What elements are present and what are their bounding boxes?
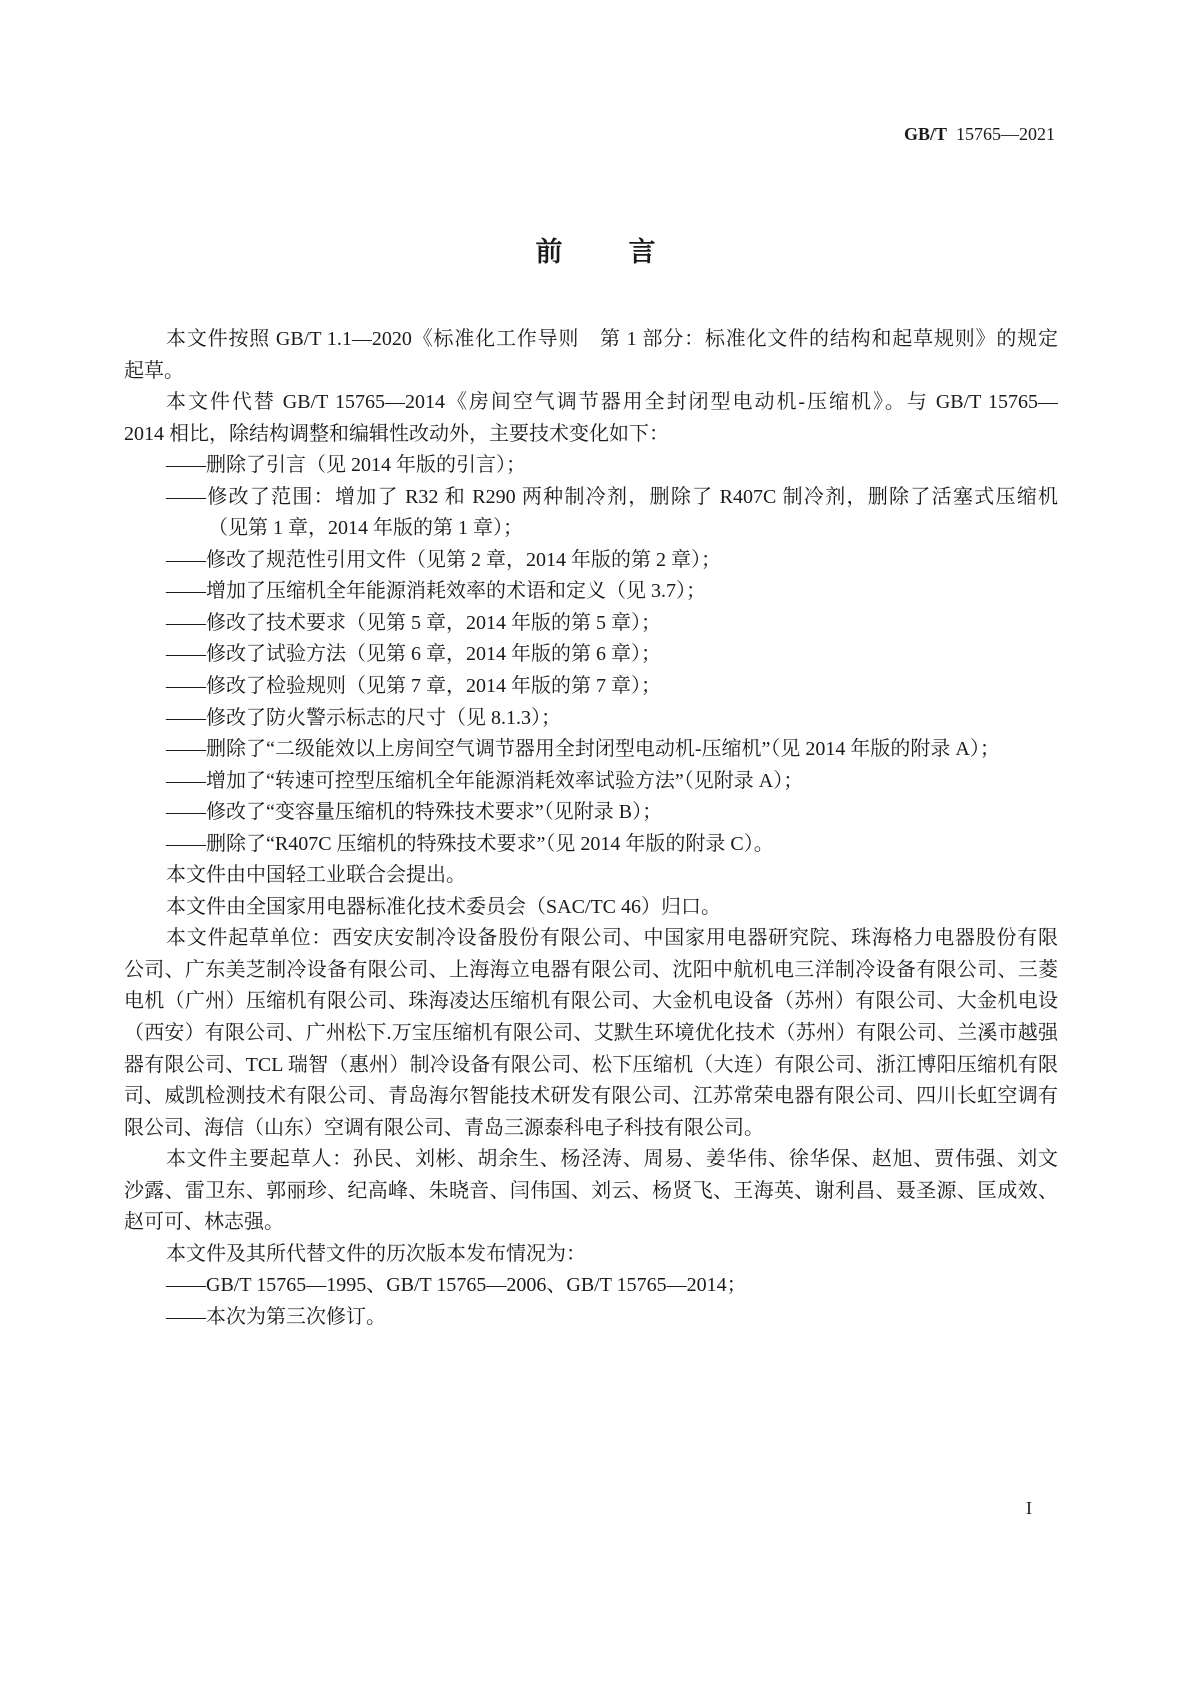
text-line: ——修改了技术要求（见第 5 章，2014 年版的第 5 章）； (166, 611, 661, 634)
text-line: 沙露、雷卫东、郭丽珍、纪高峰、朱晓音、闫伟国、刘云、杨贤飞、王海英、谢利昌、聂圣源、匡成效、 (124, 1179, 1058, 1202)
list-item (124, 671, 1058, 703)
text-line: ——删除了“二级能效以上房间空气调节器用全封闭型电动机-压缩机”（见 2014 年版的附录 A）； (166, 738, 1000, 761)
text-line: ——修改了试验方法（见第 6 章，2014 年版的第 6 章）； (166, 643, 661, 666)
page-number: I (1026, 1498, 1032, 1518)
list-item (124, 1302, 1058, 1334)
list-item (124, 450, 1058, 482)
text-line: 本文件代替 GB/T 15765—2014《房间空气调节器用全封闭型电动机-压缩机》。与 GB/T 15765— (166, 391, 1058, 414)
text-line: 2014 相比，除结构调整和编辑性改动外，主要技术变化如下： (124, 422, 669, 445)
text-line: ——本次为第三次修订。 (166, 1305, 386, 1328)
paragraph (124, 387, 1058, 450)
paragraph (124, 1144, 1058, 1239)
text-line: 本文件及其所代替文件的历次版本发布情况为： (166, 1242, 586, 1265)
text-line: ——删除了引言（见 2014 年版的引言）； (166, 454, 526, 477)
title-char-1: 前 (535, 237, 563, 268)
text-line: 公司、广东美芝制冷设备有限公司、上海海立电器有限公司、沈阳中航机电三洋制冷设备有限公司、三菱 (124, 958, 1058, 981)
text-line: ——删除了“R407C 压缩机的特殊技术要求”（见 2014 年版的附录 C）。 (166, 832, 774, 855)
text-line: 本文件按照 GB/T 1.1—2020《标准化工作导则 第 1 部分：标准化文件的结构和起草规则》的规定 (166, 328, 1058, 350)
document-code-header (904, 124, 1055, 145)
text-line: 器有限公司、TCL 瑞智（惠州）制冷设备有限公司、松下压缩机（大连）有限公司、浙江博阳压缩机有限 (124, 1053, 1058, 1076)
text-line: ——修改了规范性引用文件（见第 2 章，2014 年版的第 2 章）； (166, 548, 721, 571)
title-char-2: 言 (628, 237, 656, 268)
list-item (124, 703, 1058, 735)
list-item (124, 608, 1058, 640)
list-item (124, 734, 1058, 766)
page-title (0, 230, 1191, 269)
text-line: ——GB/T 15765—1995、GB/T 15765—2006、GB/T 15765—2014； (166, 1274, 747, 1297)
foreword-body (124, 324, 1058, 1334)
list-item (124, 545, 1058, 577)
paragraph (124, 923, 1058, 1144)
list-item (124, 1270, 1058, 1302)
text-line: ——修改了防火警示标志的尺寸（见 8.1.3）； (166, 706, 561, 729)
text-line: 本文件主要起草人：孙民、刘彬、胡余生、杨泾涛、周易、姜华伟、徐华保、赵旭、贾伟强、刘文 (166, 1148, 1058, 1171)
text-line: （西安）有限公司、广州松下.万宝压缩机有限公司、艾默生环境优化技术（苏州）有限公司、兰溪市越强 (124, 1022, 1058, 1045)
text-line: 本文件由中国轻工业联合会提出。 (166, 864, 466, 887)
text-line: 限公司、海信（山东）空调有限公司、青岛三源泰科电子科技有限公司。 (124, 1116, 764, 1139)
text-line: 司、威凯检测技术有限公司、青岛海尔智能技术研发有限公司、江苏常荣电器有限公司、四川长虹空调有 (124, 1085, 1058, 1108)
paragraph (124, 324, 1058, 387)
list-item (124, 576, 1058, 608)
text-line: （见第 1 章，2014 年版的第 1 章）； (208, 517, 523, 540)
text-line: ——修改了检验规则（见第 7 章，2014 年版的第 7 章）； (166, 675, 661, 698)
text-line: 赵可可、林志强。 (124, 1211, 284, 1234)
code-prefix: GB/T (903, 124, 947, 144)
paragraph (124, 892, 1058, 924)
list-item (124, 829, 1058, 861)
paragraph (124, 860, 1058, 892)
text-line: 本文件由全国家用电器标准化技术委员会（SAC/TC 46）归口。 (166, 895, 722, 918)
text-line: 本文件起草单位：西安庆安制冷设备股份有限公司、中国家用电器研究院、珠海格力电器股份有限 (166, 927, 1058, 950)
list-item (124, 482, 1058, 545)
list-item (124, 766, 1058, 798)
text-line: ——增加了“转速可控型压缩机全年能源消耗效率试验方法”（见附录 A）； (166, 769, 804, 792)
text-line: ——修改了“变容量压缩机的特殊技术要求”（见附录 B）； (166, 801, 663, 824)
text-line: ——修改了范围：增加了 R32 和 R290 两种制冷剂，删除了 R407C 制冷剂，删除了活塞式压缩机 (166, 485, 1058, 508)
list-item (124, 797, 1058, 829)
text-line: 电机（广州）压缩机有限公司、珠海凌达压缩机有限公司、大金机电设备（苏州）有限公司、大金机电设 (124, 990, 1058, 1013)
text-line: ——增加了压缩机全年能源消耗效率的术语和定义（见 3.7）； (166, 580, 706, 603)
paragraph (124, 1239, 1058, 1271)
list-item (124, 639, 1058, 671)
code-number: 15765—2021 (956, 124, 1055, 144)
text-line: 起草。 (124, 359, 184, 382)
